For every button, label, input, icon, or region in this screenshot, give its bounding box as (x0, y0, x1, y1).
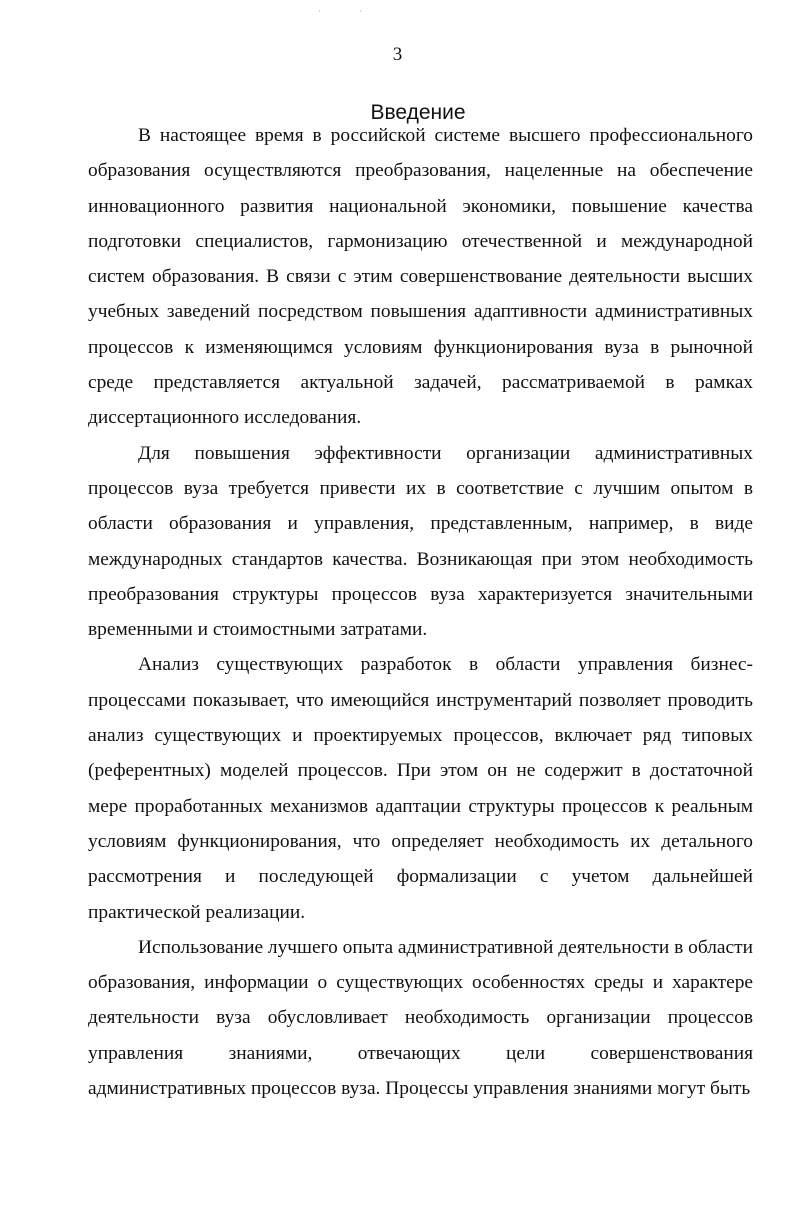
paragraph-3: Анализ существующих разработок в области управления бизнес-процессами показывает, что имеющийся инструментарий позволяет проводить анализ существующих и проектируемых процессов, включает ряд типовых (референтных) моделей процессов. При этом он не содержит в достаточной мере проработанных механизмов адаптации структуры процессов к реальным условиям функционирования, что определяет необходимость их детального рассмотрения и последующей формализации с учетом дальнейшей практической реализации. (88, 654, 753, 923)
paragraph-4: Использование лучшего опыта административной деятельности в области образования, информации о существующих особенностях среды и характере деятельности вуза обусловливает необходимость организации процессов управления знаниями, отвечающих цели совершенствования административных процессов вуза. Процессы управления знаниями могут быть (88, 936, 753, 1100)
paragraph-2: Для повышения эффективности организации административных процессов вуза требуется привести их в соответствие с лучшим опытом в области образования и управления, представленным, например, в виде международных стандартов качества. Возникающая при этом необходимость преобразования структуры процессов вуза характеризуется значительными временными и стоимостными затратами. (88, 442, 753, 641)
page-number: 3 (392, 44, 403, 65)
body-text (88, 118, 753, 1106)
paragraph-1: В настоящее время в российской системе высшего профессионального образования осуществляются преобразования, нацеленные на обеспечение инновационного развития национальной экономики, повышение качества подготовки специалистов, гармонизацию отечественной и международной систем образования. В связи с этим совершенствование деятельности высших учебных заведений посредством повышения адаптивности административных процессов к изменяющимся условиям функционирования вуза в рыночной среде представляется актуальной задачей, рассматриваемой в рамках диссертационного исследования. (88, 125, 753, 429)
scan-artifact: · · (318, 6, 381, 16)
section-heading: Введение (370, 101, 466, 125)
